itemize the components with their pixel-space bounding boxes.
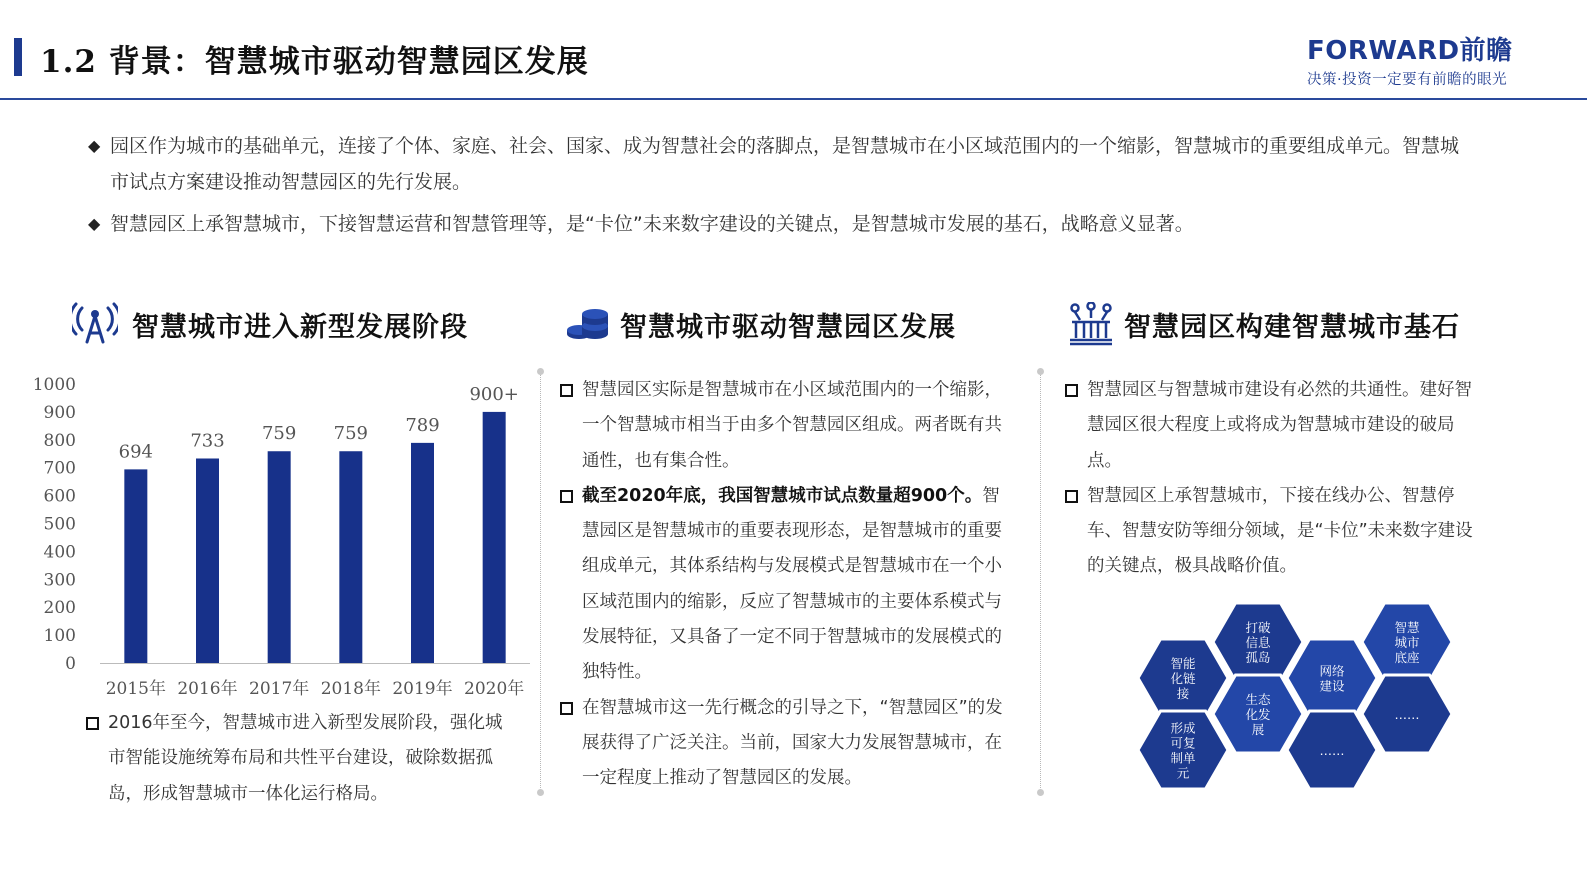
bullet-text: 智慧园区与智慧城市建设有必然的共通性。建好智慧园区很大程度上或将成为智慧城市建设的破局点。 [1087,380,1472,471]
logo-slogan: 决策·投资一定要有前瞻的眼光 [1307,72,1508,88]
square-bullet-icon [560,384,573,397]
x-tick-label: 2017年 [249,679,310,699]
intro-text: 智慧园区上承智慧城市，下接智慧运营和智慧管理等，是“卡位”未来数字建设的关键点，是智慧城市发展的基石，战略意义显著。 [110,213,1194,235]
square-bullet-icon [560,702,573,715]
forward-logo [1307,36,1527,89]
bar [124,469,147,663]
y-tick-label: 200 [43,598,76,619]
bullet-text: 智慧园区是智慧城市的重要表现形态，是智慧城市的重要组成单元，其体系结构与发展模式是智慧城市在一个小区域范围内的缩影，反应了智慧城市的主要体系模式与发展特征，又具备了一定不同于智慧城市的发展模式的独特性。 [582,485,1002,683]
hexagon-label: 智能化链接 [1170,656,1196,701]
left-bullet-list [86,706,516,812]
square-bullet-icon [86,717,99,730]
column-separator [1040,372,1041,792]
hexagon-label: …… [1319,743,1345,758]
intro-list [88,128,1468,248]
x-tick-label: 2020年 [464,679,525,699]
bullet-item [86,706,516,812]
hexagon-label: 网络建设 [1319,663,1345,694]
data-label: 900+ [469,383,519,405]
hexagon-cluster [1130,600,1460,795]
y-tick-label: 700 [43,458,76,479]
hexagon-node [1287,639,1377,717]
y-tick-label: 800 [43,430,76,451]
coin-stack-icon [565,306,611,342]
bullet-lead: 截至2020年底，我国智慧城市试点数量超900个。 [582,485,983,506]
data-label: 733 [190,430,225,452]
y-tick-label: 600 [43,486,76,507]
x-tick-label: 2019年 [392,679,453,699]
intro-item [88,128,1468,200]
intro-item [88,206,1468,242]
y-tick-label: 500 [43,514,76,535]
bullet-item [1065,479,1485,585]
right-bullet-list [1065,373,1485,585]
hexagon-label: 打破信息孤岛 [1245,620,1271,665]
data-label: 694 [118,441,154,463]
hexagon-node [1362,675,1452,753]
y-tick-label: 100 [43,626,76,647]
building-network-icon [1068,302,1114,346]
bullet-item [560,479,1015,691]
bar [196,458,219,663]
bar [483,412,506,663]
title-accent-bar [14,38,22,76]
hexagon-label: 形成可复制单元 [1170,720,1196,781]
hexagon-node [1138,711,1228,789]
y-tick-label: 300 [43,570,76,591]
column-separator [540,372,541,792]
y-tick-label: 1000 [32,375,76,395]
middle-column-title: 智慧城市驱动智慧园区发展 [620,312,956,343]
logo-text: FORWARD前瞻 [1307,36,1513,66]
bullet-item [560,691,1015,797]
y-tick-label: 0 [65,654,76,674]
hexagon-node [1362,603,1452,681]
intro-text: 园区作为城市的基础单元，连接了个体、家庭、社会、国家、成为智慧社会的落脚点，是智慧城市在小区域范围内的一个缩影，智慧城市的重要组成单元。智慧城市试点方案建设推动智慧园区的先行发展。 [110,135,1460,193]
square-bullet-icon [1065,490,1078,503]
square-bullet-icon [1065,384,1078,397]
bullet-item [1065,373,1485,479]
y-tick-label: 900 [43,402,76,423]
page-title: 1.2 背景：智慧城市驱动智慧园区发展 [40,44,589,80]
hexagon-label: …… [1394,707,1420,722]
x-tick-label: 2015年 [105,679,166,699]
bar [339,451,362,663]
y-tick-label: 400 [43,542,76,563]
signal-tower-icon [72,302,118,344]
right-column-title: 智慧园区构建智慧城市基石 [1124,312,1460,343]
bullet-text: 在智慧城市这一先行概念的引导之下，“智慧园区”的发展获得了广泛关注。当前，国家大力发展智慧城市，在一定程度上推动了智慧园区的发展。 [582,697,1003,789]
middle-bullet-list [560,373,1015,797]
hexagon-node [1138,639,1228,717]
data-label: 759 [333,423,369,445]
x-tick-label: 2016年 [177,679,238,699]
data-label: 759 [261,423,297,445]
hexagon-node [1213,603,1303,681]
header-divider [0,98,1587,100]
bullet-text: 2016年至今，智慧城市进入新型发展阶段，强化城市智能设施统筹布局和共性平台建设，破除数据孤岛，形成智慧城市一体化运行格局。 [108,713,503,804]
bar [411,443,434,663]
data-label: 789 [405,414,440,436]
bullet-text: 智慧园区上承智慧城市，下接在线办公、智慧停车、智慧安防等细分领域，是“卡位”未来数字建设的关键点，极具战略价值。 [1087,485,1473,577]
pilot-count-bar-chart [20,370,540,700]
bar [268,451,291,663]
hexagon-node [1213,675,1303,753]
left-column-title: 智慧城市进入新型发展阶段 [132,312,468,343]
hexagon-node [1287,711,1377,789]
diamond-bullet-icon: ◆ [88,214,101,233]
square-bullet-icon [560,490,573,503]
hexagon-label: 智慧城市底座 [1394,620,1420,665]
diamond-bullet-icon: ◆ [88,136,101,155]
hexagon-label: 生态化发展 [1245,692,1271,737]
bullet-text: 智慧园区实际是智慧城市在小区域范围内的一个缩影，一个智慧城市相当于由多个智慧园区组成。两者既有共通性，也有集合性。 [582,380,1002,471]
x-tick-label: 2018年 [320,679,381,699]
bullet-item [560,373,1015,479]
